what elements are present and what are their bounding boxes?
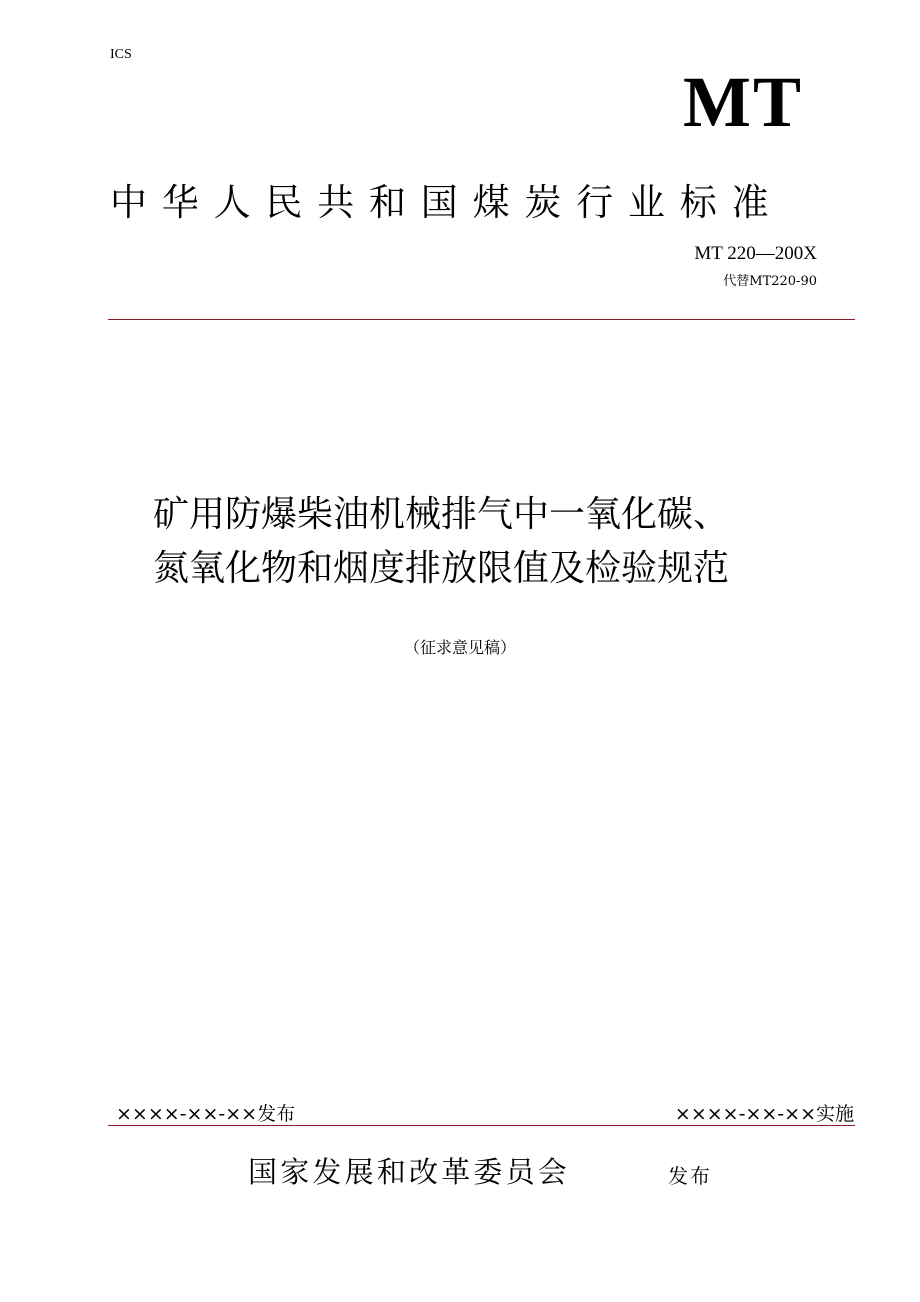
document-title-line-1: 矿用防爆柴油机械排气中一氧化碳、	[153, 494, 730, 535]
industry-standard-heading: 中华人民共和国煤炭行业标准	[110, 181, 784, 224]
footer-divider	[108, 1125, 855, 1126]
header-divider	[108, 319, 855, 320]
issue-date: ××××-××-××发布	[116, 1103, 296, 1125]
publisher-name: 国家发展和改革委员会	[248, 1155, 571, 1189]
standard-number: MT 220—200X	[694, 243, 817, 264]
draft-note: （征求意见稿）	[403, 638, 516, 657]
publish-label: 发布	[668, 1164, 712, 1188]
document-title-line-2: 氮氧化物和烟度排放限值及检验规范	[153, 548, 730, 589]
ics-label: ICS	[110, 47, 132, 62]
implement-date: ××××-××-××实施	[674, 1103, 854, 1125]
replaces-standard: 代替MT220-90	[723, 274, 817, 289]
mt-logo: MT	[683, 62, 803, 142]
